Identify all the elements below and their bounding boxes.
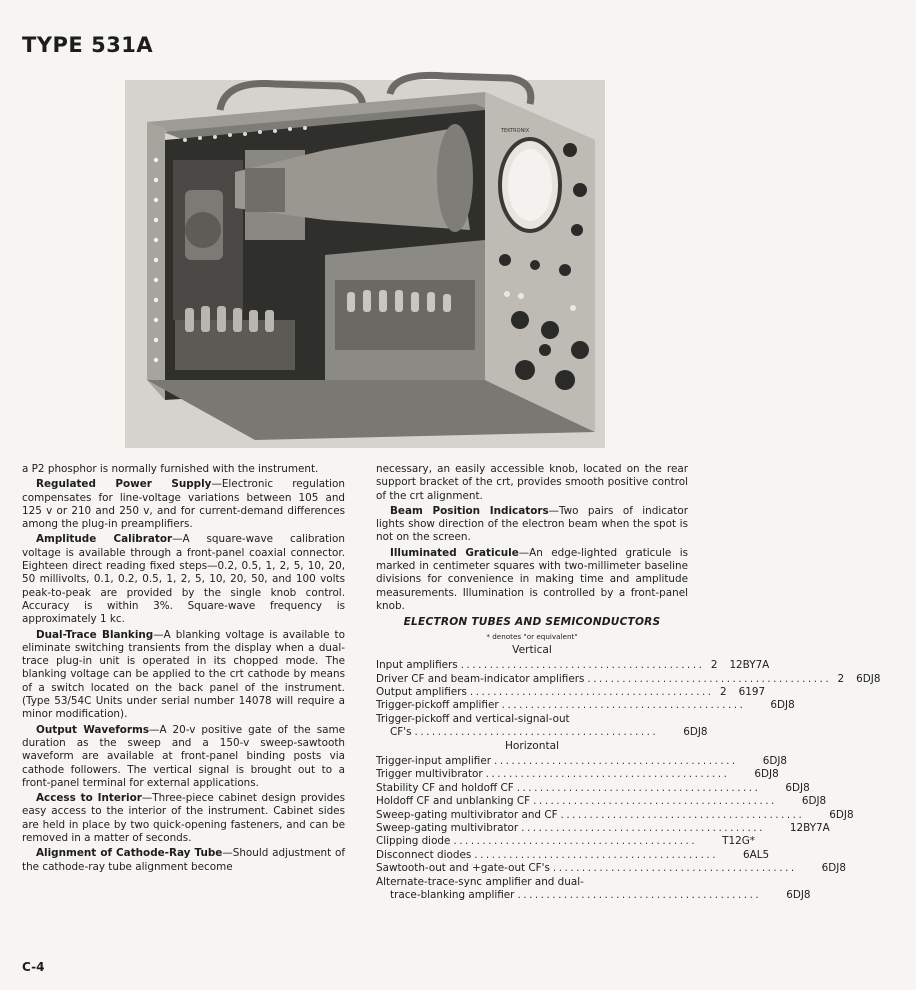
tube-name: Clipping diode [376, 835, 451, 848]
tube-name: Trigger-pickoff and vertical-signal-out [376, 712, 570, 725]
text-amplitude-calibrator: —A square-wave calibration voltage is available through a front-panel coaxial connector. Eighteen direct reading fixed steps—0.2, 0.5, 1, 2, 5, 10, 20, 50 millivolts, 0.1, 0.2, 0.5, 1, 2, 5, 10, 20, 50, and 100 volts peak-to-peak are provided by the single knob control. Accuracy is within 3%. Square-wave frequency is approximately 1 kc. [22, 533, 345, 626]
text-illuminated-graticule: —An edge-lighted graticule is marked in centimeter squares with two-millimeter baseline divisions for convenience in making time and amplitude measurements. Illumination is controlled by a front-panel knob. [376, 546, 688, 612]
tube-type: 12BY7A [729, 659, 770, 672]
tube-name: Output amplifiers [376, 685, 467, 698]
tube-row: Output amplifiers .......................................... 2 6197 [376, 686, 688, 699]
tubes-section-title: ELECTRON TUBES AND SEMICONDUCTORS [403, 616, 661, 629]
heading-regulated-power-supply: Regulated Power Supply [36, 478, 212, 491]
tube-name: Disconnect diodes [376, 848, 472, 861]
page-number: C-4 [22, 960, 45, 974]
paragraph-dual-trace-blanking [22, 629, 345, 722]
tube-name: Holdoff CF and unblanking CF [376, 795, 531, 808]
text-crt-alignment: —Should adjustment of the cathode-ray tube alignment become [22, 847, 345, 873]
tube-row: Trigger-pickoff and vertical-signal-out CF's .......................................... 6DJ8 [376, 713, 688, 740]
tube-row: Holdoff CF and unblanking CF .......................................... 6DJ8 [376, 795, 688, 808]
tube-name: Alternate-trace-sync amplifier and dual- [376, 875, 584, 888]
tube-name: Trigger-input amplifier [376, 754, 492, 767]
paragraph-crt-alignment-cont: necessary, an easily accessible knob, located on the rear support bracket of the crt, provides smooth positive control of the crt alignment. [376, 463, 688, 502]
tube-name-cont: trace-blanking amplifier [390, 888, 515, 901]
tube-name: Trigger-pickoff amplifier [376, 699, 499, 712]
tube-type: 6DJ8 [762, 754, 788, 767]
heading-crt-alignment: Alignment of Cathode-Ray Tube [36, 847, 223, 860]
heading-dual-trace-blanking: Dual-Trace Blanking [36, 628, 154, 641]
tube-name: Driver CF and beam-indicator amplifiers [376, 672, 585, 685]
paragraph-illuminated-graticule [376, 547, 688, 613]
tube-name-cont: CF's [390, 726, 412, 739]
tube-quantity: 2 [710, 659, 718, 672]
tube-row: Sawtooth-out and +gate-out CF's .......................................... 6DJ8 [376, 862, 688, 875]
left-column [22, 463, 345, 876]
heading-beam-position-indicators: Beam Position Indicators [390, 504, 549, 517]
tube-quantity: 2 [720, 685, 727, 698]
paragraph-crt-alignment [22, 847, 345, 874]
paragraph-access-to-interior [22, 792, 345, 845]
paragraph-beam-position-indicators [376, 505, 688, 545]
paragraph-regulated-power-supply [22, 478, 345, 531]
tube-type: 6DJ8 [801, 795, 827, 808]
tube-row: Disconnect diodes .......................................... 6AL5 [376, 849, 688, 862]
tube-name: Stability CF and holdoff CF [376, 781, 514, 794]
tube-row: Sweep-gating multivibrator .......................................... 12BY7A [376, 822, 688, 835]
tubes-note: * denotes "or equivalent" [486, 631, 578, 641]
tube-type: 12BY7A [789, 821, 830, 834]
oscilloscope-photo [125, 80, 605, 448]
paragraph-amplitude-calibrator [22, 533, 345, 626]
text-regulated-power-supply: —Electronic regulation compensates for line-voltage variations between 105 and 125 v or 210 and 250 v, and for current-demand differences among the plug-in preamplifiers. [22, 478, 346, 531]
tube-type: 6DJ8 [683, 726, 708, 739]
horizontal-tube-list [376, 754, 854, 876]
horizontal-subheading: Horizontal [504, 739, 560, 752]
paragraph-phosphor: a P2 phosphor is normally furnished with the instrument. [22, 463, 319, 475]
heading-access-to-interior: Access to Interior [36, 792, 142, 805]
panel-brand-label: TEKTRONIX [501, 128, 530, 134]
tube-name: Sawtooth-out and +gate-out CF's [376, 862, 550, 875]
tube-row: Trigger multivibrator .......................................... 6DJ8 [376, 768, 688, 781]
tube-row: Trigger-pickoff amplifier .......................................... 6DJ8 [376, 699, 688, 712]
heading-output-waveforms: Output Waveforms [36, 723, 150, 736]
paragraph-output-waveforms [22, 724, 345, 790]
tube-name: Sweep-gating multivibrator [376, 821, 519, 834]
text-output-waveforms: —A 20-v positive gate of the same duration as the sweep and a 150-v sweep-sawtooth waveform are available at front-panel binding posts via cathode followers. The vertical signal is brought out to a front-panel terminal for external applications. [22, 723, 345, 789]
heading-amplitude-calibrator: Amplitude Calibrator [36, 533, 173, 546]
tube-row: Trigger-input amplifier .......................................... 6DJ8 [376, 755, 688, 768]
tube-row: Stability CF and holdoff CF .......................................... 6DJ8 [376, 782, 688, 795]
tube-name: Sweep-gating multivibrator and CF [376, 808, 558, 821]
tube-type: 6DJ8 [856, 672, 881, 685]
tube-type: 6DJ8 [786, 888, 811, 901]
oscilloscope-illustration [125, 80, 605, 448]
heading-illuminated-graticule: Illuminated Graticule [390, 546, 519, 559]
tube-row: Sweep-gating multivibrator and CF .......................................... 6DJ8 [376, 809, 688, 822]
tube-type: 6197 [738, 685, 766, 698]
tube-row: Driver CF and beam-indicator amplifiers .......................................... 2 6DJ8 [376, 673, 688, 686]
tube-row: Clipping diode .......................................... T12G* [376, 835, 688, 848]
tube-row: Alternate-trace-sync amplifier and dual- trace-blanking amplifier .......................................... 6DJ8 [376, 876, 688, 903]
page-title: TYPE 531A [22, 33, 154, 57]
right-column [376, 463, 881, 902]
vertical-subheading: Vertical [512, 643, 552, 656]
text-access-to-interior: —Three-piece cabinet design provides easy access to the interior of the instrument. Cabinet sides are held in place by two quick-opening fasteners, and can be removed in a matter of seconds. [22, 792, 346, 845]
tube-name: Input amplifiers [376, 659, 458, 672]
vertical-tube-list [376, 659, 881, 713]
tube-type: 6DJ8 [821, 862, 846, 875]
tube-quantity: 2 [837, 672, 845, 685]
tube-name: Trigger multivibrator [376, 768, 483, 781]
tube-type: T12G* [722, 835, 755, 848]
tube-type: 6DJ8 [829, 808, 854, 821]
tube-type: 6DJ8 [770, 699, 795, 712]
text-beam-position-indicators: —Two pairs of indicator lights show direction of the electron beam when the spot is not on the screen. [376, 504, 688, 544]
tube-type: 6DJ8 [754, 768, 779, 781]
tube-type: 6AL5 [743, 848, 770, 861]
tube-row: Input amplifiers .......................................... 2 12BY7A [376, 659, 688, 672]
tube-type: 6DJ8 [785, 781, 810, 794]
text-dual-trace-blanking: —A blanking voltage is available to eliminate switching transients from the display when a dual-trace plug-in unit is operated in its chopped mode. The blanking voltage can be applied to the crt cathode by means of a switch located on the back panel of the instrument. (Type 53/54C Units under serial number 14078 will require a minor modification). [22, 628, 345, 721]
